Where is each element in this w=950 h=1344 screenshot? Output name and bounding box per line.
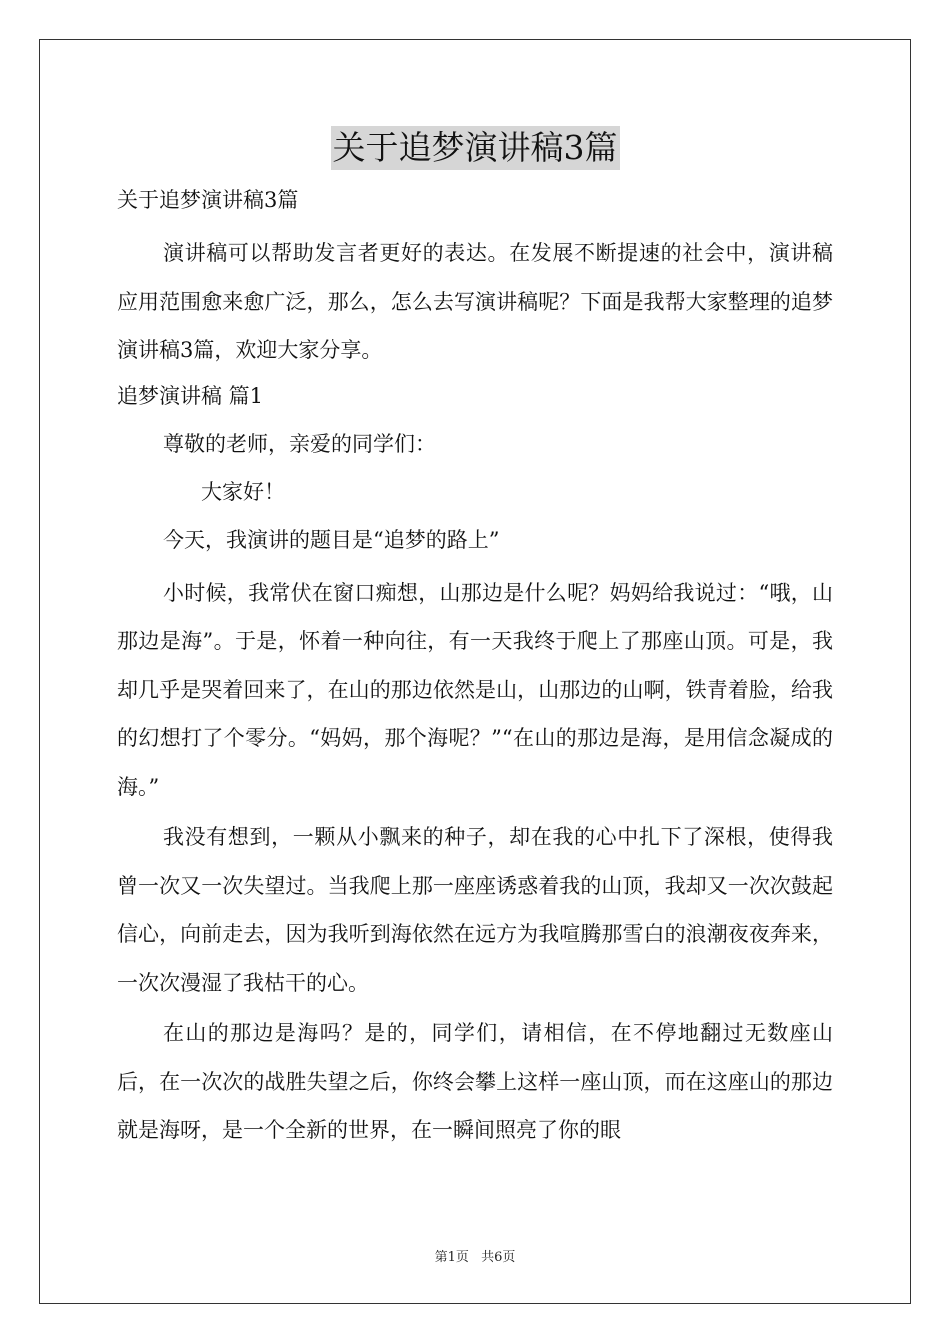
- body-paragraph: 今天，我演讲的题目是“追梦的路上”: [163, 527, 500, 552]
- document-title: 关于追梦演讲稿3篇: [331, 126, 620, 170]
- body-paragraph: 我没有想到，一颗从小飘来的种子，却在我的心中扎下了深根，使得我曾一次又一次失望过。当我爬上那一座座诱惑着我的山顶，我却又一次次鼓起信心，向前走去，因为我听到海依然在远方为我喧腾那雪白的浪潮夜夜奔来，一次次漫湿了我枯干的心。: [117, 825, 833, 995]
- salutation-line: 尊敬的老师，亲爱的同学们：: [163, 431, 436, 456]
- intro-paragraph: 演讲稿可以帮助发言者更好的表达。在发展不断提速的社会中，演讲稿应用范围愈来愈广泛，那么，怎么去写演讲稿呢？下面是我帮大家整理的追梦演讲稿3篇，欢迎大家分享。: [117, 241, 833, 362]
- body-paragraph: 在山的那边是海吗？是的，同学们，请相信，在不停地翻过无数座山后，在一次次的战胜失望之后，你终会攀上这样一座山顶，而在这座山的那边就是海呀，是一个全新的世界，在一瞬间照亮了你的眼: [117, 1021, 833, 1142]
- page-number: 第1页: [434, 1250, 469, 1265]
- subtitle-line: 关于追梦演讲稿3篇: [117, 188, 299, 212]
- section-heading: 追梦演讲稿 篇1: [117, 383, 264, 408]
- body-paragraph: 小时候，我常伏在窗口痴想，山那边是什么呢？妈妈给我说过：“哦，山那边是海”。于是，怀着一种向往，有一天我终于爬上了那座山顶。可是，我却几乎是哭着回来了，在山的那边依然是山，山那边的山啊，铁青着脸，给我的幻想打了个零分。“妈妈，那个海呢？”“在山的那边是海，是用信念凝成的海。”: [117, 580, 833, 799]
- document-body: [117, 181, 833, 1157]
- page-total: 共6页: [481, 1250, 516, 1265]
- title-area: [0, 126, 950, 170]
- greeting-line: 大家好！: [201, 479, 285, 504]
- page-footer: [0, 1246, 950, 1265]
